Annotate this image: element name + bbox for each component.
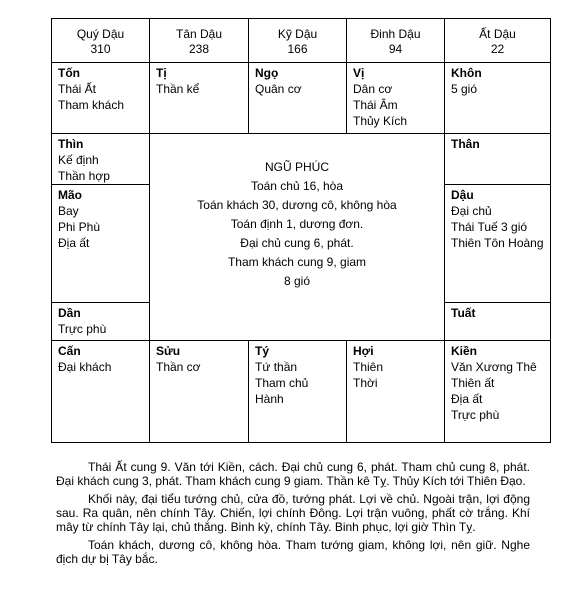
cell-title: Tý	[255, 344, 270, 358]
cell-than	[445, 134, 550, 184]
divination-table	[51, 18, 551, 443]
cell-item: Địa ất	[58, 236, 90, 250]
cell-item: Hành	[255, 392, 284, 406]
cell-title: Cấn	[58, 344, 81, 358]
center-line: Đại chủ cung 6, phát.	[240, 236, 354, 250]
center-line: Toán định 1, dương đơn.	[230, 217, 364, 231]
cell-item: Dân cơ	[353, 82, 393, 96]
header-value: 238	[188, 42, 210, 56]
cell-khon	[445, 63, 550, 133]
cell-item: Thời	[353, 376, 378, 390]
cell-item: Thủy Kích	[353, 114, 408, 128]
cell-item: Địa ất	[451, 392, 483, 406]
cell-item: Trực phù	[451, 408, 500, 422]
cell-ti	[150, 63, 248, 133]
cell-item: Kế định	[58, 153, 99, 167]
cell-item: Trực phù	[58, 322, 107, 336]
cell-dau	[445, 185, 550, 302]
header-cell-tan-dau	[150, 19, 248, 62]
cell-item: Thần cơ	[156, 360, 201, 374]
body-text	[56, 460, 530, 566]
cell-item: Thiên	[353, 360, 384, 374]
cell-item: Tham chủ	[255, 376, 309, 390]
cell-item: 5 gió	[451, 82, 478, 96]
cell-title: Dần	[58, 306, 81, 320]
cell-item: Thần hợp	[58, 169, 110, 183]
cell-title: Hợi	[353, 344, 374, 358]
cell-item: Đại khách	[58, 360, 112, 374]
header-cell-ky-dau	[249, 19, 346, 62]
cell-kien	[445, 341, 550, 442]
cell-mao	[52, 185, 149, 302]
center-line: 8 gió	[283, 274, 311, 288]
header-name: Tân Dậu	[175, 27, 223, 41]
table-border-bottom	[51, 442, 551, 443]
header-cell-dinh-dau	[347, 19, 444, 62]
cell-item: Bay	[58, 204, 79, 218]
cell-item: Thái Tuế 3 gió	[451, 220, 528, 234]
cell-tuat	[445, 303, 550, 340]
center-line: Tham khách cung 9, giam	[227, 255, 367, 269]
header-value: 310	[90, 42, 111, 56]
cell-suu	[150, 341, 248, 442]
cell-title: Vị	[353, 66, 365, 80]
cell-item: Thái Ất	[58, 82, 97, 96]
header-name: Quý Dậu	[76, 27, 125, 41]
cell-ngo	[249, 63, 346, 133]
cell-thin	[52, 134, 149, 184]
cell-item: Thiên Tôn Hoàng	[451, 236, 544, 250]
cell-item: Phi Phù	[58, 220, 101, 234]
cell-item: Tứ thần	[255, 360, 298, 374]
header-name: Kỹ Dậu	[277, 27, 318, 41]
center-line: Toán chủ 16, hòa	[250, 179, 344, 193]
cell-item: Tham khách	[58, 98, 125, 112]
center-summary	[150, 134, 444, 340]
cell-item: Quân cơ	[255, 82, 302, 96]
cell-can	[52, 341, 149, 442]
cell-title: Sửu	[156, 344, 181, 358]
cell-dan	[52, 303, 149, 340]
header-name: Ất Dậu	[479, 27, 516, 41]
center-title: NGŨ PHÚC	[264, 160, 329, 174]
cell-ton	[52, 63, 149, 133]
cell-hoi	[347, 341, 444, 442]
paragraph: Thái Ất cung 9. Văn tới Kiền, cách. Đại chủ cung 6, phát. Tham chủ cung 8, phát. Đại khách cung 3, phát. Tham khách cung 9 giam. Thần kê Tỵ. Thủy Kích tới Thiên Đạo.	[56, 460, 530, 488]
cell-title: Tị	[156, 66, 167, 80]
paragraph: Toán khách, dương cô, không hòa. Tham tướng giam, không lợi, nên giữ. Nghe địch dự bị Tây bắc.	[56, 538, 530, 566]
header-cell-at-dau	[445, 19, 550, 62]
header-value: 94	[388, 42, 403, 56]
cell-title: Thìn	[58, 137, 84, 151]
header-value: 166	[287, 42, 308, 56]
header-value: 22	[490, 42, 505, 56]
paragraph: Khối này, đại tiểu tướng chủ, cửa đồ, tướng phát. Lợi về chủ. Ngoài trận, lợi động sau. Ra quân, nên chính Tây. Chiến, lợi chính Đông. Lợi trận vuông, phất cờ trắng. Khí mây từ chính Tây lại, chủ thắng. Binh kỳ, chính Tây. Binh phục, lợi giờ Thìn Tỵ.	[56, 492, 530, 534]
cell-ty	[249, 341, 346, 442]
cell-title: Dậu	[451, 188, 474, 202]
cell-item: Văn Xương Thê	[451, 360, 537, 374]
cell-item: Thần kể	[156, 82, 200, 96]
table-border-right	[550, 18, 551, 443]
header-cell-quy-dau	[52, 19, 149, 62]
cell-title: Tuất	[451, 306, 476, 320]
cell-vi	[347, 63, 444, 133]
cell-title: Mão	[58, 188, 82, 202]
cell-item: Thái Âm	[353, 98, 398, 112]
cell-title: Thân	[451, 137, 480, 151]
cell-title: Ngọ	[255, 66, 279, 80]
cell-title: Kiền	[451, 344, 478, 358]
cell-title: Tốn	[58, 66, 80, 80]
cell-title: Khôn	[451, 66, 482, 80]
cell-item: Đại chủ	[451, 204, 492, 218]
header-name: Đinh Dậu	[370, 27, 421, 41]
center-line: Toán khách 30, dương cô, không hòa	[197, 198, 397, 212]
cell-item: Thiên ất	[451, 376, 495, 390]
